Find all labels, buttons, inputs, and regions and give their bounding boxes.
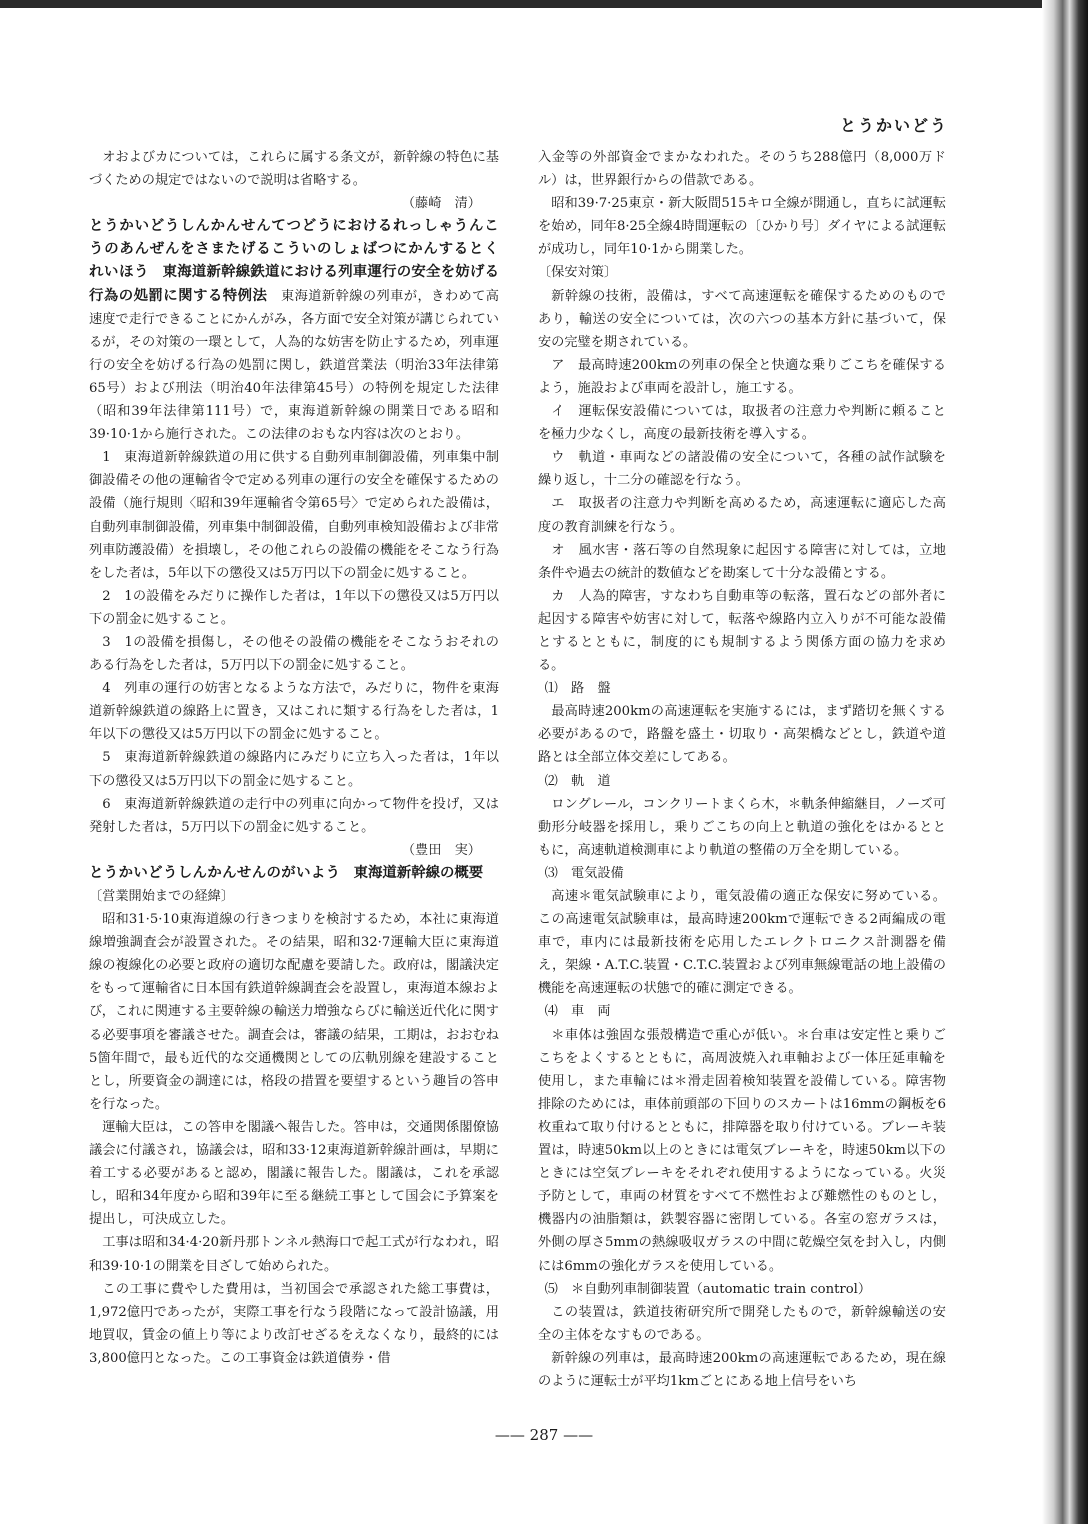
dictionary-entry: [89, 862, 499, 885]
entry-headword: 東海道新幹線の概要: [353, 864, 484, 881]
list-item: 1 東海道新幹線鉄道の用に供する自動列車制御設備，列車集中制御設備その他の運輸省令で定める列車の運行の安全を確保するための設備（施行規則〈昭和39年運輸省令第65号〉で定められた設備は，自動列車制御設備，列車集中制御設備，自動列車検知設備および非常列車防護設備）を損壊し，その他これらの設備の機能をそこなう行為をした者は，5年以下の懲役又は5万円以下の罰金に処すること。: [89, 450, 499, 581]
subsection-heading: ⑴ 路 盤: [544, 681, 611, 697]
page-number-rule-left: ——: [494, 1426, 525, 1444]
paragraph: 入金等の外部資金でまかなわれた。そのうち288億円（8,000万ドル）は，世界銀行からの借款である。: [538, 150, 946, 189]
subsection-heading: ⑸ ＊自動列車制御装置（automatic train control）: [544, 1281, 872, 1297]
paragraph: この装置は，鉄道技術研究所で開発したもので，新幹線輸送の安全の主体をなすものである。: [538, 1304, 946, 1343]
entry-headword: 東海道新幹線鉄道における列車運行の安全を妨げる行為の処罰に関する特例法: [89, 264, 499, 304]
left-column: [89, 146, 499, 1370]
list-item: 2 1の設備をみだりに操作した者は，1年以下の懲役又は5万円以下の罰金に処すること。: [89, 588, 499, 627]
paragraph: 工事は昭和34·4·20新丹那トンネル熱海口で起工式が行なわれ，昭和39·10·1の開業を目ざして始められた。: [89, 1235, 499, 1274]
page-number-value: 287: [529, 1426, 559, 1444]
list-item: 6 東海道新幹線鉄道の走行中の列車に向かって物件を投げ，又は発射した者は，5万円以下の罰金に処すること。: [89, 796, 499, 835]
author-credit: （豊田 実）: [401, 842, 481, 858]
list-item: オ 風水害・落石等の自然現象に起因する障害に対しては，立地条件や過去の統計的数値などを勘案して十分な設備とする。: [538, 542, 946, 581]
subsection-heading: ⑶ 電気設備: [544, 865, 624, 881]
scan-top-edge: [0, 0, 1088, 8]
paragraph: ロングレール，コンクリートまくら木，＊軌条伸縮継目，ノーズ可動形分岐器を採用し，乗りごこちの向上と軌道の強化をはかるとともに，高速軌道検測車により軌道の整備の万全を期している。: [538, 796, 946, 858]
entry-reading: とうかいどうしんかんせんのがいよう: [89, 864, 341, 881]
paragraph: 昭和31·5·10東海道線の行きつまりを検討するため，本社に東海道線増強調査会が設置された。その結果，昭和32·7運輸大臣に東海道線の複線化の必要と政府の適切な配慮を要請した。政府は，閣議決定をもって運輸省に日本国有鉄道幹線調査会を設置し，東海道本線および，これに関連する主要幹線の輸送力増強ならびに輸送近代化に関する必要事項を審議させた。調査会は，審議の結果，工期は，おおむね5箇年間で，最も近代的な交通機関としての広軌別線を建設することとし，所要資金の調達には，格段の措置を要望するという趣旨の答申を行なった。: [89, 912, 499, 1112]
paragraph: 高速＊電気試験車により，電気設備の適正な保安に努めている。この高速電気試験車は，最高時速200kmで運転できる2両編成の電車で，車内には最新技術を応用したエレクトロニクス計測器を備え，架線・A.T.C.装置・C.T.C.装置および列車無線電話の地上設備の機能を高速運転の状態で的確に測定できる。: [538, 889, 946, 997]
author-credit: （藤崎 清）: [401, 196, 481, 212]
section-heading: 〔営業開始までの経緯〕: [89, 889, 235, 904]
right-column: [538, 146, 946, 1393]
subsection-heading: ⑵ 軌 道: [544, 773, 611, 789]
paragraph: 新幹線の列車は，最高時速200kmの高速運転であるため，現在線のように運転士が平均1kmごとにある地上信号をいち: [538, 1350, 946, 1389]
paragraph: ＊車体は強固な張殻構造で重心が低い。＊台車は安定性と乗りごこちをよくするとともに，高周波焼入れ車軸および一体圧延車輪を使用し，また車輪には＊滑走固着検知装置を設備している。障害物排除のためには，車体前頭部の下回りのスカートは16mmの鋼板を6枚重ねて取り付けるとともに，排障器を取り付けている。ブレーキ装置は，時速50km以上のときには電気ブレーキを，時速50km以下のときには空気ブレーキをそれぞれ使用するようになっている。火災予防として，車両の材質をすべて不燃性および難燃性のものとし，機器内の油脂類は，鉄製容器に密閉している。各室の窓ガラスは，外側の厚さ5mmの熱線吸収ガラスの中間に乾燥空気を封入し，内側には6mmの強化ガラスを使用している。: [538, 1027, 946, 1274]
section-heading: 〔保安対策〕: [538, 265, 618, 281]
list-item: ウ 軌道・車両などの諸設備の安全について，各種の試作試験を繰り返し，十二分の確認を行なう。: [538, 450, 946, 489]
paragraph: この工事に費やした費用は，当初国会で承認された総工事費は，1,972億円であったが，実際工事を行なう段階になって設計協議，用地買収，賃金の値上り等により改訂せざるをえなくなり，最終的には3,800億円となった。この工事資金は鉄道債券・借: [89, 1281, 499, 1366]
paragraph: 新幹線の技術，設備は，すべて高速運転を確保するためのものであり，輸送の安全については，次の六つの基本方針に基づいて，保安の完璧を期されている。: [538, 288, 946, 350]
list-item: 5 東海道新幹線鉄道の線路内にみだりに立ち入った者は，1年以下の懲役又は5万円以下の罰金に処すること。: [89, 750, 499, 789]
list-item: 3 1の設備を損傷し，その他その設備の機能をそこなうおそれのある行為をした者は，5万円以下の罰金に処すること。: [89, 634, 499, 674]
running-head: とうかいどう: [839, 116, 948, 135]
list-item: イ 運転保安設備については，取扱者の注意力や判断に頼ることを極力少なくし，高度の最新技術を導入する。: [538, 404, 946, 443]
paragraph: オおよびカについては，これらに属する条文が，新幹線の特色に基づくための規定ではないので説明は省略する。: [89, 150, 499, 189]
page-number: [0, 1426, 1088, 1444]
paragraph: 最高時速200kmの高速運転を実施するには，まず踏切を無くする必要があるので，路盤を盛土・切取り・高架橋などとし，鉄道や道路とは全部立体交差にしてある。: [538, 704, 946, 766]
list-item: エ 取扱者の注意力や判断を高めるため，高速運転に適応した高度の教育訓練を行なう。: [538, 496, 946, 535]
dictionary-entry: [89, 215, 499, 446]
page-number-rule-right: ——: [563, 1426, 594, 1444]
list-item: 4 列車の運行の妨害となるような方法で，みだりに，物件を東海道新幹線鉄道の線路上に置き，又はこれに類する行為をした者は，1年以下の懲役又は5万円以下の罰金に処すること。: [89, 681, 499, 743]
list-item: カ 人為的障害，すなわち自動車等の転落，置石などの部外者に起因する障害や妨害に対して，転落や線路内立入りが不可能な設備とするとともに，制度的にも規制するよう関係方面の協力を求める。: [538, 588, 946, 674]
entry-reading: とうかいどうしんかんせんてつどうにおけるれっしゃうんこうのあんぜんをさまたげるこういのしょばつにかんするとくれいほう: [89, 218, 499, 281]
list-item: ア 最高時速200kmの列車の保全と快適な乗りごこちを確保するよう，施設および車両を設計し，施工する。: [538, 357, 946, 396]
paragraph: 昭和39·7·25東京・新大阪間515キロ全線が開通し，直ちに試運転を始め，同年8·25全線4時間運転の〔ひかり号〕ダイヤによる試運転が成功し，同年10·1から開業した。: [538, 196, 946, 258]
paragraph: 運輸大臣は，この答申を閣議へ報告した。答申は，交通関係閣僚協議会に付議され，協議会は，昭和33·12東海道新幹線計画は，早期に着工する必要があると認め，閣議に報告した。閣議は，これを承認し，昭和34年度から昭和39年に至る継続工事として国会に予算案を提出し，可決成立した。: [89, 1119, 499, 1228]
scan-binding-edge: [1042, 0, 1088, 1524]
entry-body: 東海道新幹線の列車が，きわめて高速度で走行できることにかんがみ，各方面で安全対策が講じられているが，その対策の一環として，人為的な妨害を防止するため，列車運行の安全を妨げる行為の処罰に関し，鉄道営業法（明治33年法律第65号）および刑法（明治40年法律第45号）の特例を規定した法律（昭和39年法律第111号）で，東海道新幹線の開業日である昭和39·10·1から施行された。この法律のおもな内容は次のとおり。: [89, 288, 499, 443]
subsection-heading: ⑷ 車 両: [544, 1004, 611, 1020]
